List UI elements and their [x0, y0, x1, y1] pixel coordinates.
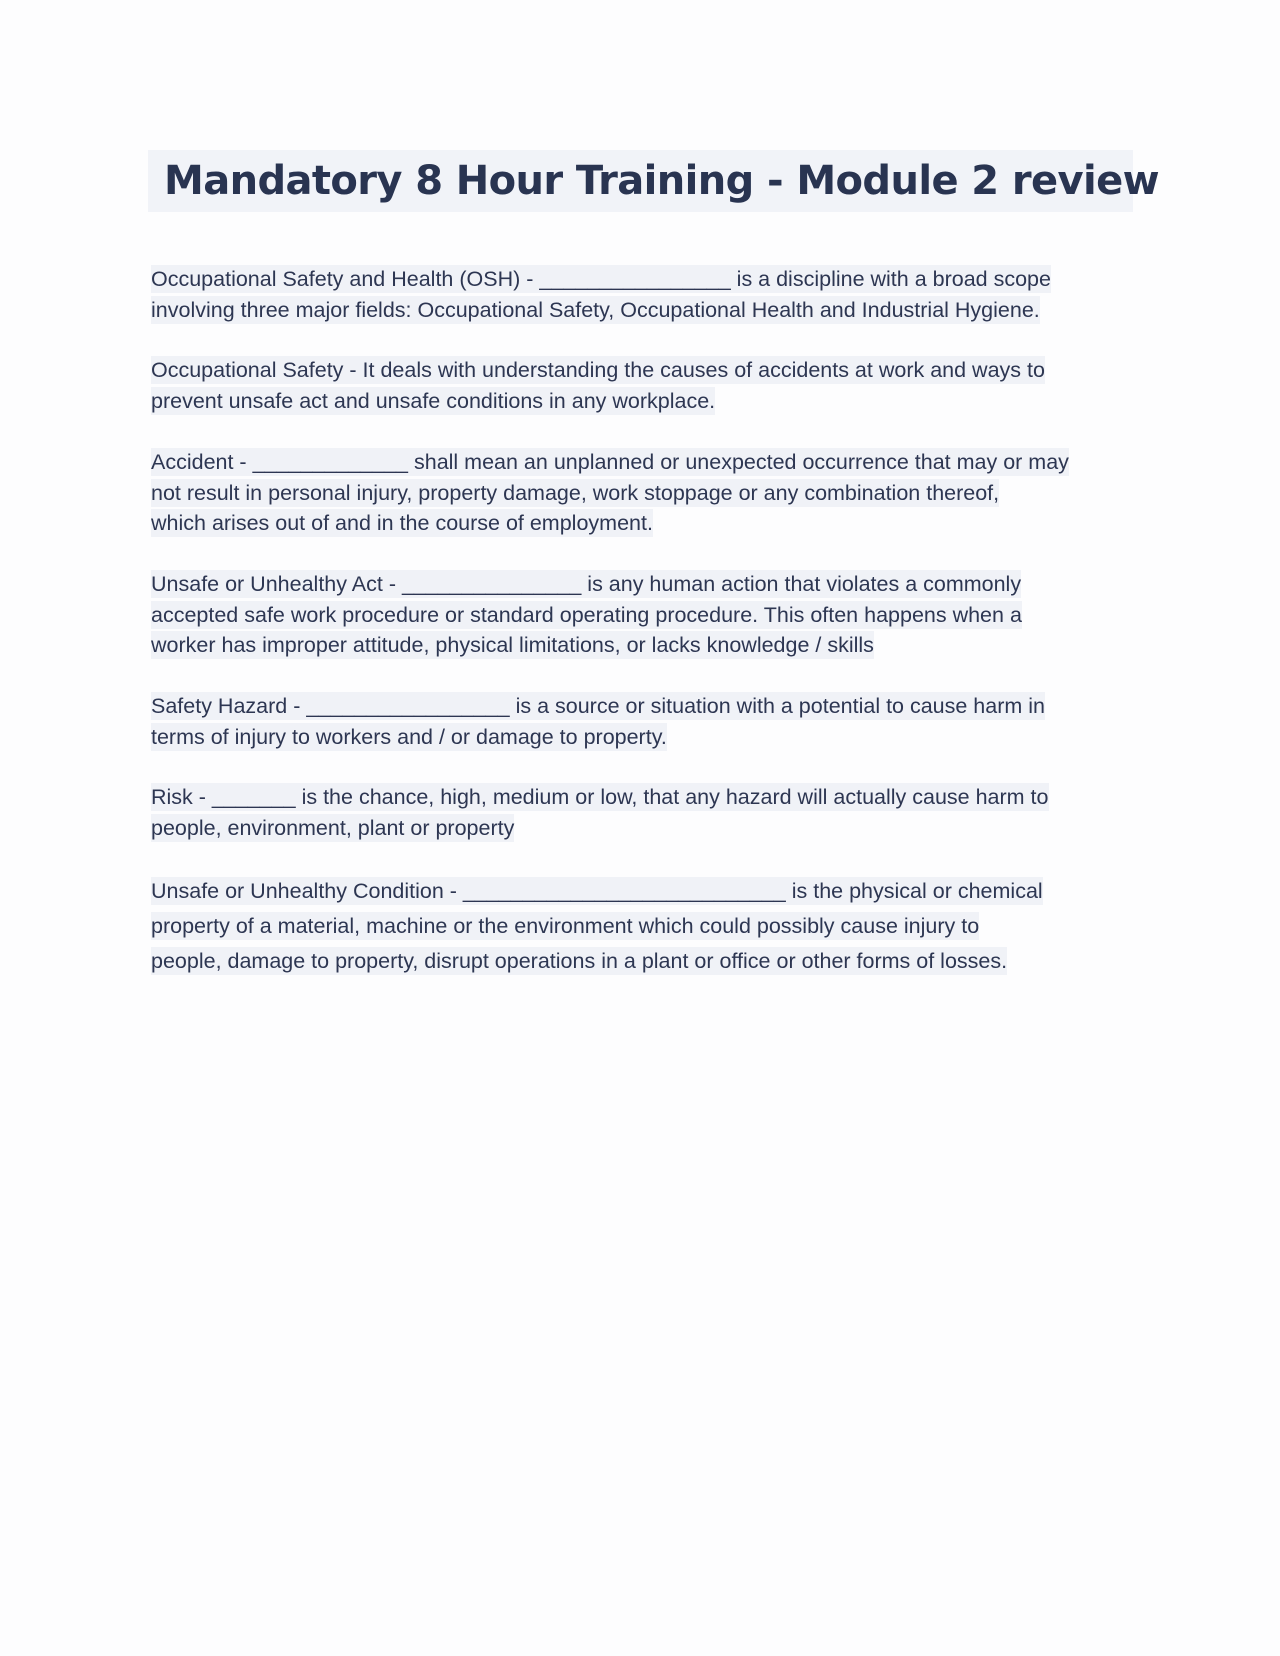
- paragraph-line: Occupational Safety - It deals with understanding the causes of accidents at work and ways to: [151, 358, 1045, 383]
- paragraph-line: involving three major fields: Occupational Safety, Occupational Health and Industrial Hygiene.: [151, 297, 1040, 322]
- document-body: [151, 264, 1141, 1009]
- paragraph-line: not result in personal injury, property damage, work stoppage or any combination thereof,: [151, 480, 1000, 505]
- paragraph-line: people, damage to property, disrupt operations in a plant or office or other forms of losses.: [151, 948, 1008, 973]
- paragraph-line: Accident - _____________ shall mean an unplanned or unexpected occurrence that may or may: [151, 449, 1069, 474]
- paragraph-line: property of a material, machine or the environment which could possibly cause injury to: [151, 913, 980, 938]
- paragraph-line: prevent unsafe act and unsafe conditions in any workplace.: [151, 389, 716, 414]
- paragraph-line: people, environment, plant or property: [151, 816, 515, 841]
- paragraph-occupational-safety: [151, 355, 1141, 416]
- paragraph-unsafe-act: [151, 569, 1141, 661]
- paragraph-safety-hazard: [151, 691, 1141, 752]
- paragraph-line: accepted safe work procedure or standard operating procedure. This often happens when a: [151, 602, 1022, 627]
- paragraph-osh: [151, 264, 1141, 325]
- paragraph-line: terms of injury to workers and / or damage to property.: [151, 724, 667, 749]
- paragraph-line: Unsafe or Unhealthy Act - _______________ is any human action that violates a commonly: [151, 571, 1022, 596]
- paragraph-line: worker has improper attitude, physical limitations, or lacks knowledge / skills: [151, 633, 874, 658]
- paragraph-accident: [151, 447, 1141, 539]
- paragraph-unsafe-condition: [151, 874, 1141, 979]
- paragraph-line: Unsafe or Unhealthy Condition - ___________________________ is the physical or chemical: [151, 878, 1043, 903]
- paragraph-line: Safety Hazard - _________________ is a source or situation with a potential to cause harm in: [151, 694, 1046, 719]
- paragraph-line: Occupational Safety and Health (OSH) - ________________ is a discipline with a broad scope: [151, 267, 1051, 291]
- paragraph-risk: [151, 782, 1141, 843]
- paragraph-line: Risk - _______ is the chance, high, medium or low, that any hazard will actually cause harm to: [151, 785, 1049, 810]
- paragraph-line: which arises out of and in the course of employment.: [151, 511, 653, 536]
- document-title: Mandatory 8 Hour Training - Module 2 review: [148, 150, 1133, 212]
